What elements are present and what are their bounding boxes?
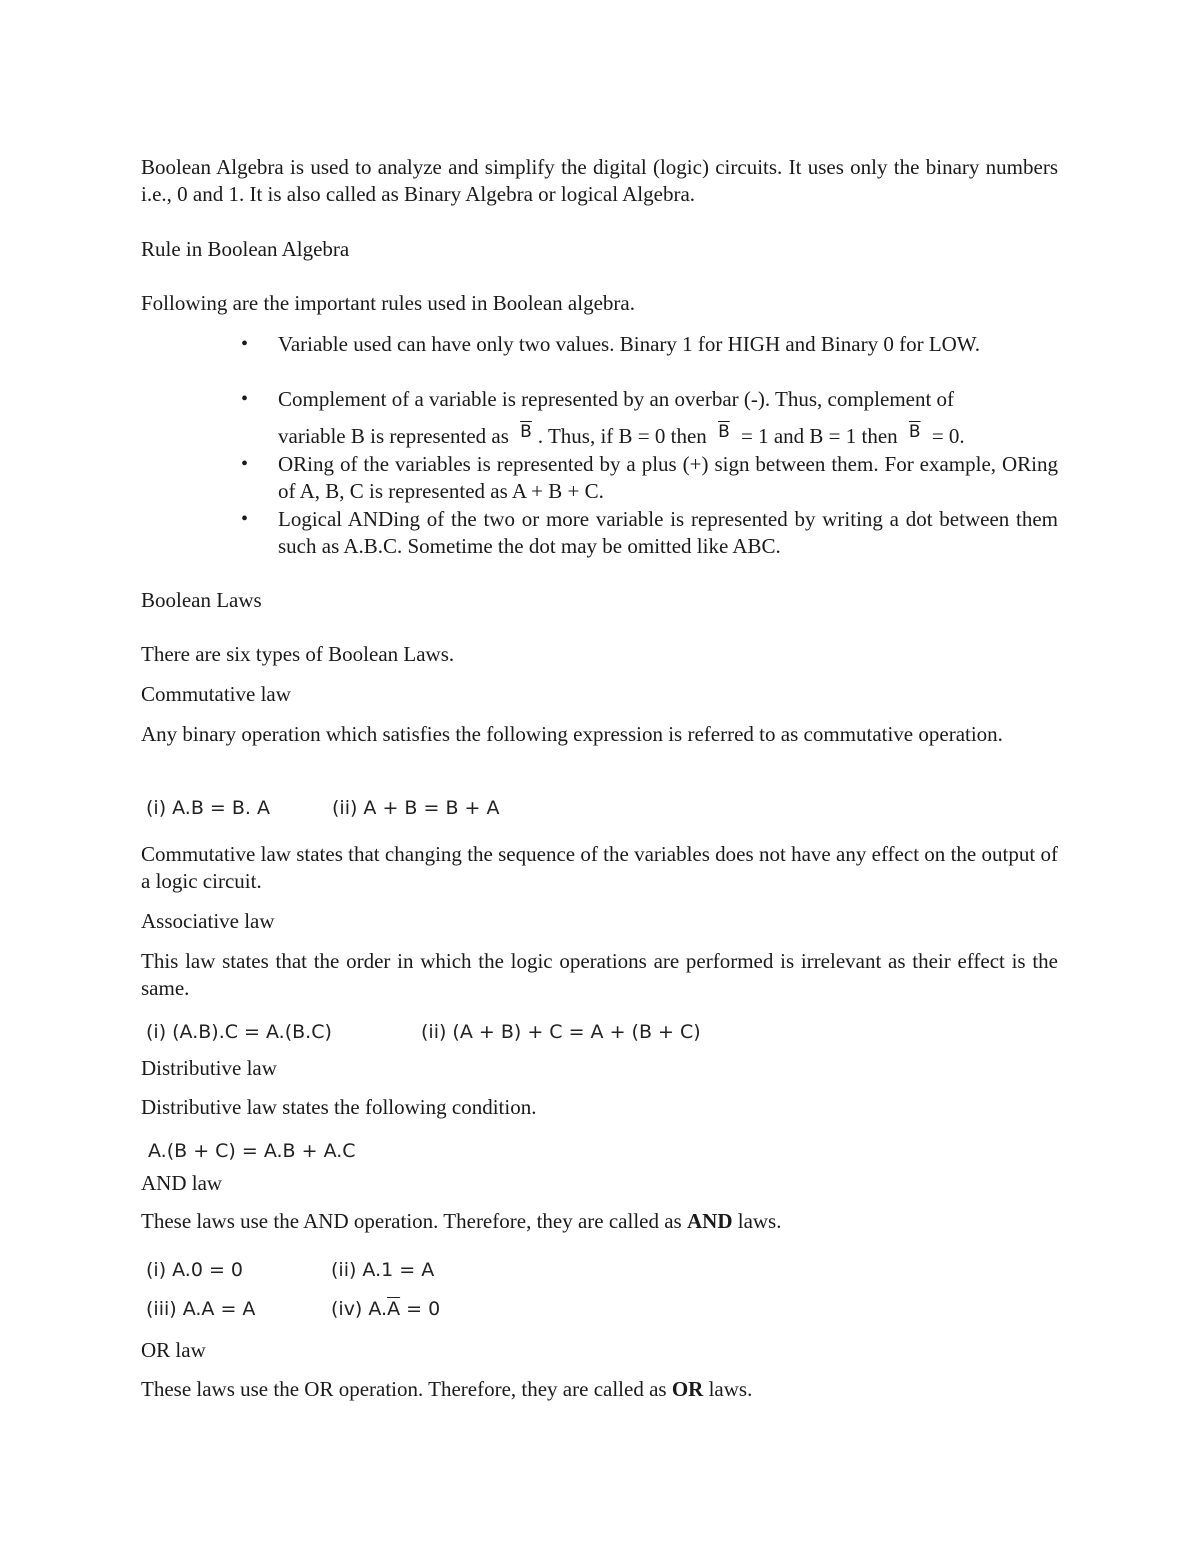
rules-intro: Following are the important rules used in Boolean algebra. bbox=[141, 291, 635, 315]
desc-text: These laws use the AND operation. Therefore, they are called as bbox=[141, 1209, 682, 1233]
desc-bold: AND bbox=[686, 1209, 733, 1233]
rule-text-part: = 0. bbox=[931, 424, 965, 448]
a-complement-symbol: $\overline{A}$ bbox=[387, 1298, 401, 1320]
list-item bbox=[141, 451, 1058, 506]
commutative-note: Commutative law states that changing the sequence of the variables does not have any effect on the output of a logic circuit. bbox=[141, 842, 1058, 893]
b-complement-symbol: B bbox=[718, 422, 730, 442]
and-law-title: AND law bbox=[141, 1171, 223, 1195]
associative-description: This law states that the order in which the logic operations are performed is irrelevant as their effect is the same. bbox=[141, 949, 1058, 1000]
commutative-formula-1: (i) A.B = B. A bbox=[146, 797, 270, 819]
associative-formula-1: (i) (A.B).C = A.(B.C) bbox=[146, 1021, 332, 1043]
desc-bold: OR bbox=[671, 1377, 704, 1401]
or-law-description bbox=[141, 1376, 752, 1403]
distributive-description: Distributive law states the following condition. bbox=[141, 1095, 537, 1119]
desc-text: laws. bbox=[708, 1377, 753, 1401]
rule-text: Logical ANDing of the two or more variable is represented by writing a dot between them such as A.B.C. Sometime the dot may be omitted like ABC. bbox=[278, 507, 1058, 558]
list-item bbox=[141, 506, 1058, 560]
bullet-icon: • bbox=[241, 333, 249, 355]
distributive-title: Distributive law bbox=[141, 1056, 277, 1080]
rule-text: Variable used can have only two values. Binary 1 for HIGH and Binary 0 for LOW. bbox=[278, 332, 980, 356]
laws-heading: Boolean Laws bbox=[141, 588, 262, 612]
list-item bbox=[141, 331, 1058, 386]
associative-title: Associative law bbox=[141, 909, 275, 933]
and-law-description bbox=[141, 1208, 781, 1235]
desc-text: laws. bbox=[737, 1209, 782, 1233]
list-item bbox=[141, 386, 1058, 451]
bullet-icon: • bbox=[241, 453, 249, 475]
and-law-formula-1: (i) A.0 = 0 bbox=[146, 1259, 244, 1281]
and-law-formula-2: (ii) A.1 = A bbox=[331, 1259, 435, 1281]
formula-part: = 0 bbox=[400, 1298, 441, 1320]
rule-text-line2 bbox=[278, 423, 1058, 452]
and-law-formula-3: (iii) A.A = A bbox=[146, 1298, 256, 1320]
and-law-formula-4 bbox=[331, 1297, 440, 1321]
intro-paragraph: Boolean Algebra is used to analyze and simplify the digital (logic) circuits. It uses only the binary numbers i.e., 0 and 1. It is also called as Binary Algebra or logical Algebra. bbox=[141, 155, 1058, 206]
commutative-formula-2: (ii) A + B = B + A bbox=[332, 797, 500, 819]
formula-part: (iv) A. bbox=[331, 1298, 388, 1320]
or-law-title: OR law bbox=[141, 1338, 206, 1362]
laws-intro: There are six types of Boolean Laws. bbox=[141, 642, 455, 666]
commutative-title: Commutative law bbox=[141, 682, 291, 706]
distributive-formula: A.(B + C) = A.B + A.C bbox=[148, 1140, 356, 1162]
rules-heading: Rule in Boolean Algebra bbox=[141, 237, 350, 261]
associative-formula-2: (ii) (A + B) + C = A + (B + C) bbox=[421, 1021, 701, 1043]
bullet-icon: • bbox=[241, 388, 249, 410]
b-complement-symbol: B bbox=[520, 422, 532, 442]
b-complement-symbol: B bbox=[908, 422, 921, 442]
rule-text: ORing of the variables is represented by a plus (+) sign between them. For example, ORing of A, B, C is represented as A + B + C. bbox=[278, 452, 1058, 503]
commutative-description: Any binary operation which satisfies the following expression is referred to as commutative operation. bbox=[141, 722, 1003, 746]
rules-list bbox=[141, 331, 1058, 560]
desc-text: These laws use the OR operation. Therefore, they are called as bbox=[141, 1377, 667, 1401]
rule-text-part: variable B is represented as bbox=[278, 424, 509, 448]
rule-text-part: . Thus, if B = 0 then bbox=[537, 424, 707, 448]
rule-text-part: = 1 and B = 1 then bbox=[740, 424, 898, 448]
rule-text: Complement of a variable is represented by an overbar (-). Thus, complement of bbox=[278, 387, 955, 411]
bullet-icon: • bbox=[241, 508, 249, 530]
